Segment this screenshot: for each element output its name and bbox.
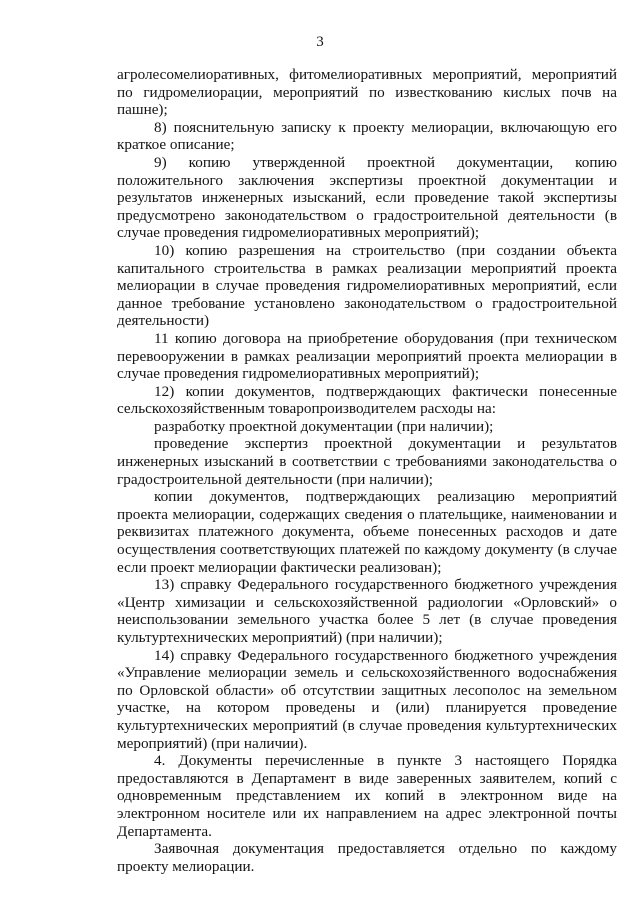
paragraph: 4. Документы перечисленные в пункте 3 настоящего Порядка предоставляются в Департамент в виде заверенных заявителем, копий с одновременным представлением их копий в электронном виде на электронном носителе или их направлением на адрес электронной почты Департамента. bbox=[117, 752, 617, 840]
paragraph: 11 копию договора на приобретение оборудования (при техническом перевооружении в рамках реализации мероприятий проекта мелиорации в случае проведения гидромелиоративных мероприятий); bbox=[117, 329, 617, 383]
paragraph: 13) справку Федерального государственного бюджетного учреждения «Центр химизации и сельскохозяйственной радиологии «Орловский» о неиспользовании земельного участка более 5 лет (в случае проведения культуртехнических мероприятий) (при наличии); bbox=[117, 576, 617, 646]
paragraph: проведение экспертиз проектной документации и результатов инженерных изысканий в соответствии с требованиями законодательства о градостроительной деятельности (при наличии); bbox=[117, 435, 617, 488]
paragraph: 12) копии документов, подтверждающих фактически понесенные сельскохозяйственным товаропроизводителем расходы на: bbox=[117, 382, 617, 418]
paragraph: 8) пояснительную записку к проекту мелиорации, включающую его краткое описание; bbox=[117, 118, 617, 154]
paragraph: копии документов, подтверждающих реализацию мероприятий проекта мелиорации, содержащих сведения о плательщике, наименовании и реквизитах платежного документа, объеме понесенных расходов и дате осуществления соответствующих платежей по каждому документу (в случае если проект мелиорации фактически реализован); bbox=[117, 488, 617, 576]
page-number: 3 bbox=[316, 34, 324, 50]
paragraph: 14) справку Федерального государственного бюджетного учреждения «Управление мелиорации земель и сельскохозяйственного водоснабжения по Орловской области» об отсутствии защитных лесополос на земельном участке, на котором проведены и (или) планируется проведение культуртехнических мероприятий (в случае проведения культуртехнических мероприятий) (при наличии). bbox=[117, 646, 617, 752]
paragraph: 9) копию утвержденной проектной документации, копию положительного заключения экспертизы проектной документации и результатов инженерных изысканий, если проведение такой экспертизы предусмотрено законодательством о градостроительной деятельности (в случае проведения гидромелиоративных мероприятий); bbox=[117, 153, 617, 242]
document-body bbox=[117, 66, 617, 875]
paragraph: Заявочная документация предоставляется отдельно по каждому проекту мелиорации. bbox=[117, 840, 617, 875]
paragraph: агролесомелиоративных, фитомелиоративных мероприятий, мероприятий по гидромелиорации, мероприятий по известкованию кислых почв на пашне); bbox=[117, 66, 617, 119]
paragraph: 10) копию разрешения на строительство (при создании объекта капитального строительства в рамках реализации мероприятий проекта мелиорации в случае проведения гидромелиоративных мероприятий, если данное требование установлено законодательством о градостроительной деятельности) bbox=[117, 241, 617, 330]
paragraph: разработку проектной документации (при наличии); bbox=[154, 417, 494, 435]
